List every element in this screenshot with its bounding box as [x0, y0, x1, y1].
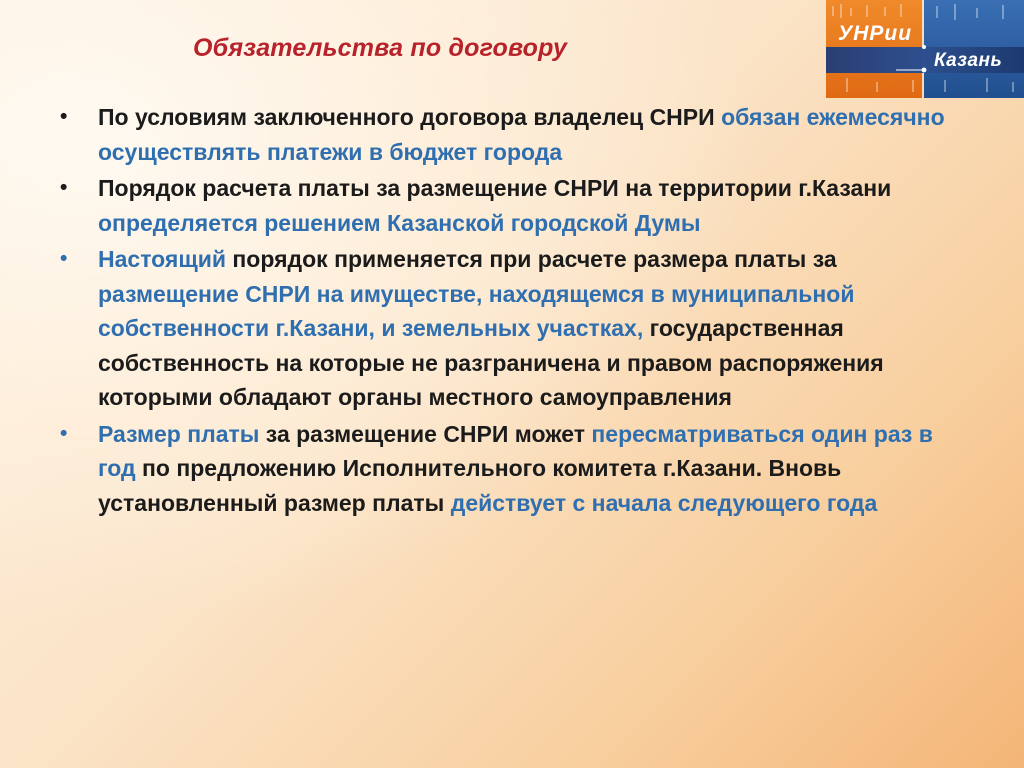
- bullet-list: [60, 100, 970, 522]
- bullet-highlight: Настоящий: [98, 246, 227, 272]
- bullet-highlight: определяется решением Казанской городской: [98, 209, 635, 236]
- bullet-item: [60, 417, 970, 521]
- bullet-item: [60, 171, 970, 240]
- logo-text-unrii: УНРии: [838, 22, 913, 45]
- logo-pattern-icon: [826, 0, 1024, 98]
- bullet-text: Порядок расчета платы за размещение СНРИ на территории г.Казани: [98, 175, 892, 201]
- bullet-text: по предложению Исполнительного комитета г.Казани. Вновь установленный размер платы: [98, 455, 842, 516]
- bullet-highlight: пересматриваться один раз в год: [98, 420, 933, 481]
- logo-text-kazan: Казань: [934, 50, 1003, 71]
- bullet-highlight: действует с начала следующего года: [450, 489, 878, 516]
- bullet-text: государственная собственность на которые не разграничена и правом распоряжения которыми обладают органы местного самоуправления: [98, 315, 884, 410]
- bullet-item: [60, 242, 970, 415]
- bullet-highlight: Думы: [634, 209, 701, 236]
- bullet-item: [60, 100, 970, 169]
- bullet-highlight: размещение СНРИ на имуществе, находящемся в муниципальной собственности г.Казани, и земельных участках,: [98, 280, 855, 341]
- bullet-text: порядок применяется при расчете размера платы за: [226, 246, 837, 272]
- bullet-highlight: обязан ежемесячно осуществлять платежи в бюджет города: [98, 104, 945, 165]
- bullet-text: за размещение СНРИ может: [259, 420, 592, 447]
- slide-title: Обязательства по договору: [193, 34, 568, 62]
- bullet-text: По условиям заключенного договора владелец СНРИ: [98, 104, 722, 130]
- logo: [826, 0, 1024, 98]
- bullet-highlight: Размер платы: [98, 420, 260, 447]
